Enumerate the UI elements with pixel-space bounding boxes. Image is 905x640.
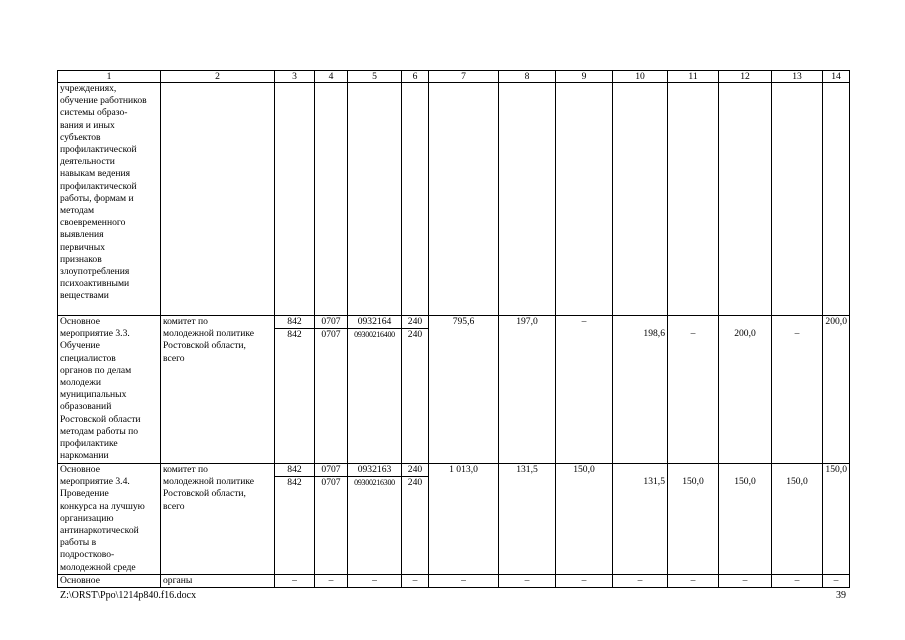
col-num-6: 6: [402, 71, 429, 83]
col-num-10: 10: [613, 71, 668, 83]
activity-name: Основное мероприятие 3.4. Проведение конкурса на лучшую организацию антинаркотической работы в подростково- молодежной среде: [58, 464, 161, 575]
grbs-code: 842: [287, 464, 302, 475]
amount-col-11: 150,0: [682, 476, 704, 487]
amount-col-8: 197,0: [499, 316, 556, 464]
activity-name: учреждениях, обучение работников системы образо- вания и иных субъектов профилактической деятельности навыкам ведения профилактической работы, формам и методам своевременного выявления первичных признаков злоупотребления психоактивными веществами: [58, 83, 161, 316]
dash-value: –: [719, 574, 772, 587]
target-article-code: 0932164: [357, 316, 392, 327]
amount-col-10: 131,5: [643, 476, 665, 487]
expense-type-code: 240: [407, 464, 423, 475]
activity-name: Основное: [58, 574, 161, 587]
dash-value: –: [348, 574, 402, 587]
section-code: 0707: [315, 476, 347, 489]
total-amount: 1 013,0: [429, 464, 499, 575]
col-num-9: 9: [556, 71, 613, 83]
grbs-code: 842: [287, 316, 302, 327]
page-number: 39: [836, 590, 846, 601]
col-num-2: 2: [161, 71, 275, 83]
col-num-1: 1: [58, 71, 161, 83]
col-num-12: 12: [719, 71, 772, 83]
col-num-4: 4: [315, 71, 348, 83]
expense-type-code: 240: [402, 476, 428, 489]
amount-col-14: 150,0: [823, 464, 850, 575]
col-num-11: 11: [668, 71, 719, 83]
dash-value: –: [823, 574, 850, 587]
expense-type-code: 240: [407, 316, 423, 327]
grbs-code: 842: [275, 476, 314, 489]
col-num-3: 3: [275, 71, 315, 83]
grbs-code: 842: [275, 328, 314, 341]
executor: комитет по молодежной политике Ростовской области, всего: [161, 316, 275, 464]
table-row: [58, 83, 850, 316]
dash-value: –: [315, 574, 348, 587]
amount-col-10: 198,6: [643, 328, 665, 339]
dash-value: –: [429, 574, 499, 587]
footer-file-path: Z:\ORST\Ppo\1214p840.f16.docx: [60, 590, 197, 601]
section-code: 0707: [315, 328, 347, 341]
col-num-7: 7: [429, 71, 499, 83]
dash-value: –: [613, 574, 668, 587]
column-number-row: [58, 71, 850, 83]
dash-value: –: [499, 574, 556, 587]
amount-col-8: 131,5: [499, 464, 556, 575]
total-amount: 795,6: [429, 316, 499, 464]
expense-type-code: 240: [402, 328, 428, 341]
dash-value: –: [668, 574, 719, 587]
table-row: [58, 316, 850, 464]
amount-col-12: 150,0: [734, 476, 756, 487]
dash-value: –: [556, 574, 613, 587]
table-row: [58, 464, 850, 575]
col-num-8: 8: [499, 71, 556, 83]
activity-name: Основное мероприятие 3.3. Обучение специалистов органов по делам молодежи муниципальных образований Ростовской области методам работы по профилактике наркомании: [58, 316, 161, 464]
amount-col-12: 200,0: [734, 328, 756, 339]
amount-col-9: –: [556, 316, 613, 464]
dash-value: –: [402, 574, 429, 587]
amount-col-13: –: [794, 328, 800, 339]
amount-col-14: 200,0: [823, 316, 850, 464]
dash-value: –: [275, 574, 315, 587]
amount-col-11: –: [690, 328, 696, 339]
section-code: 0707: [321, 316, 341, 327]
executor: комитет по молодежной политике Ростовской области, всего: [161, 464, 275, 575]
table-row: [58, 574, 850, 587]
amount-col-9: 150,0: [556, 464, 613, 575]
col-num-5: 5: [348, 71, 402, 83]
target-article-code: 09300216400: [348, 328, 401, 341]
target-article-code: 0932163: [357, 464, 392, 475]
amount-col-13: 150,0: [786, 476, 808, 487]
section-code: 0707: [321, 464, 341, 475]
dash-value: –: [772, 574, 823, 587]
col-num-14: 14: [823, 71, 850, 83]
executor: органы: [161, 574, 275, 587]
program-table: [57, 70, 850, 588]
target-article-code: 09300216300: [348, 476, 401, 489]
col-num-13: 13: [772, 71, 823, 83]
